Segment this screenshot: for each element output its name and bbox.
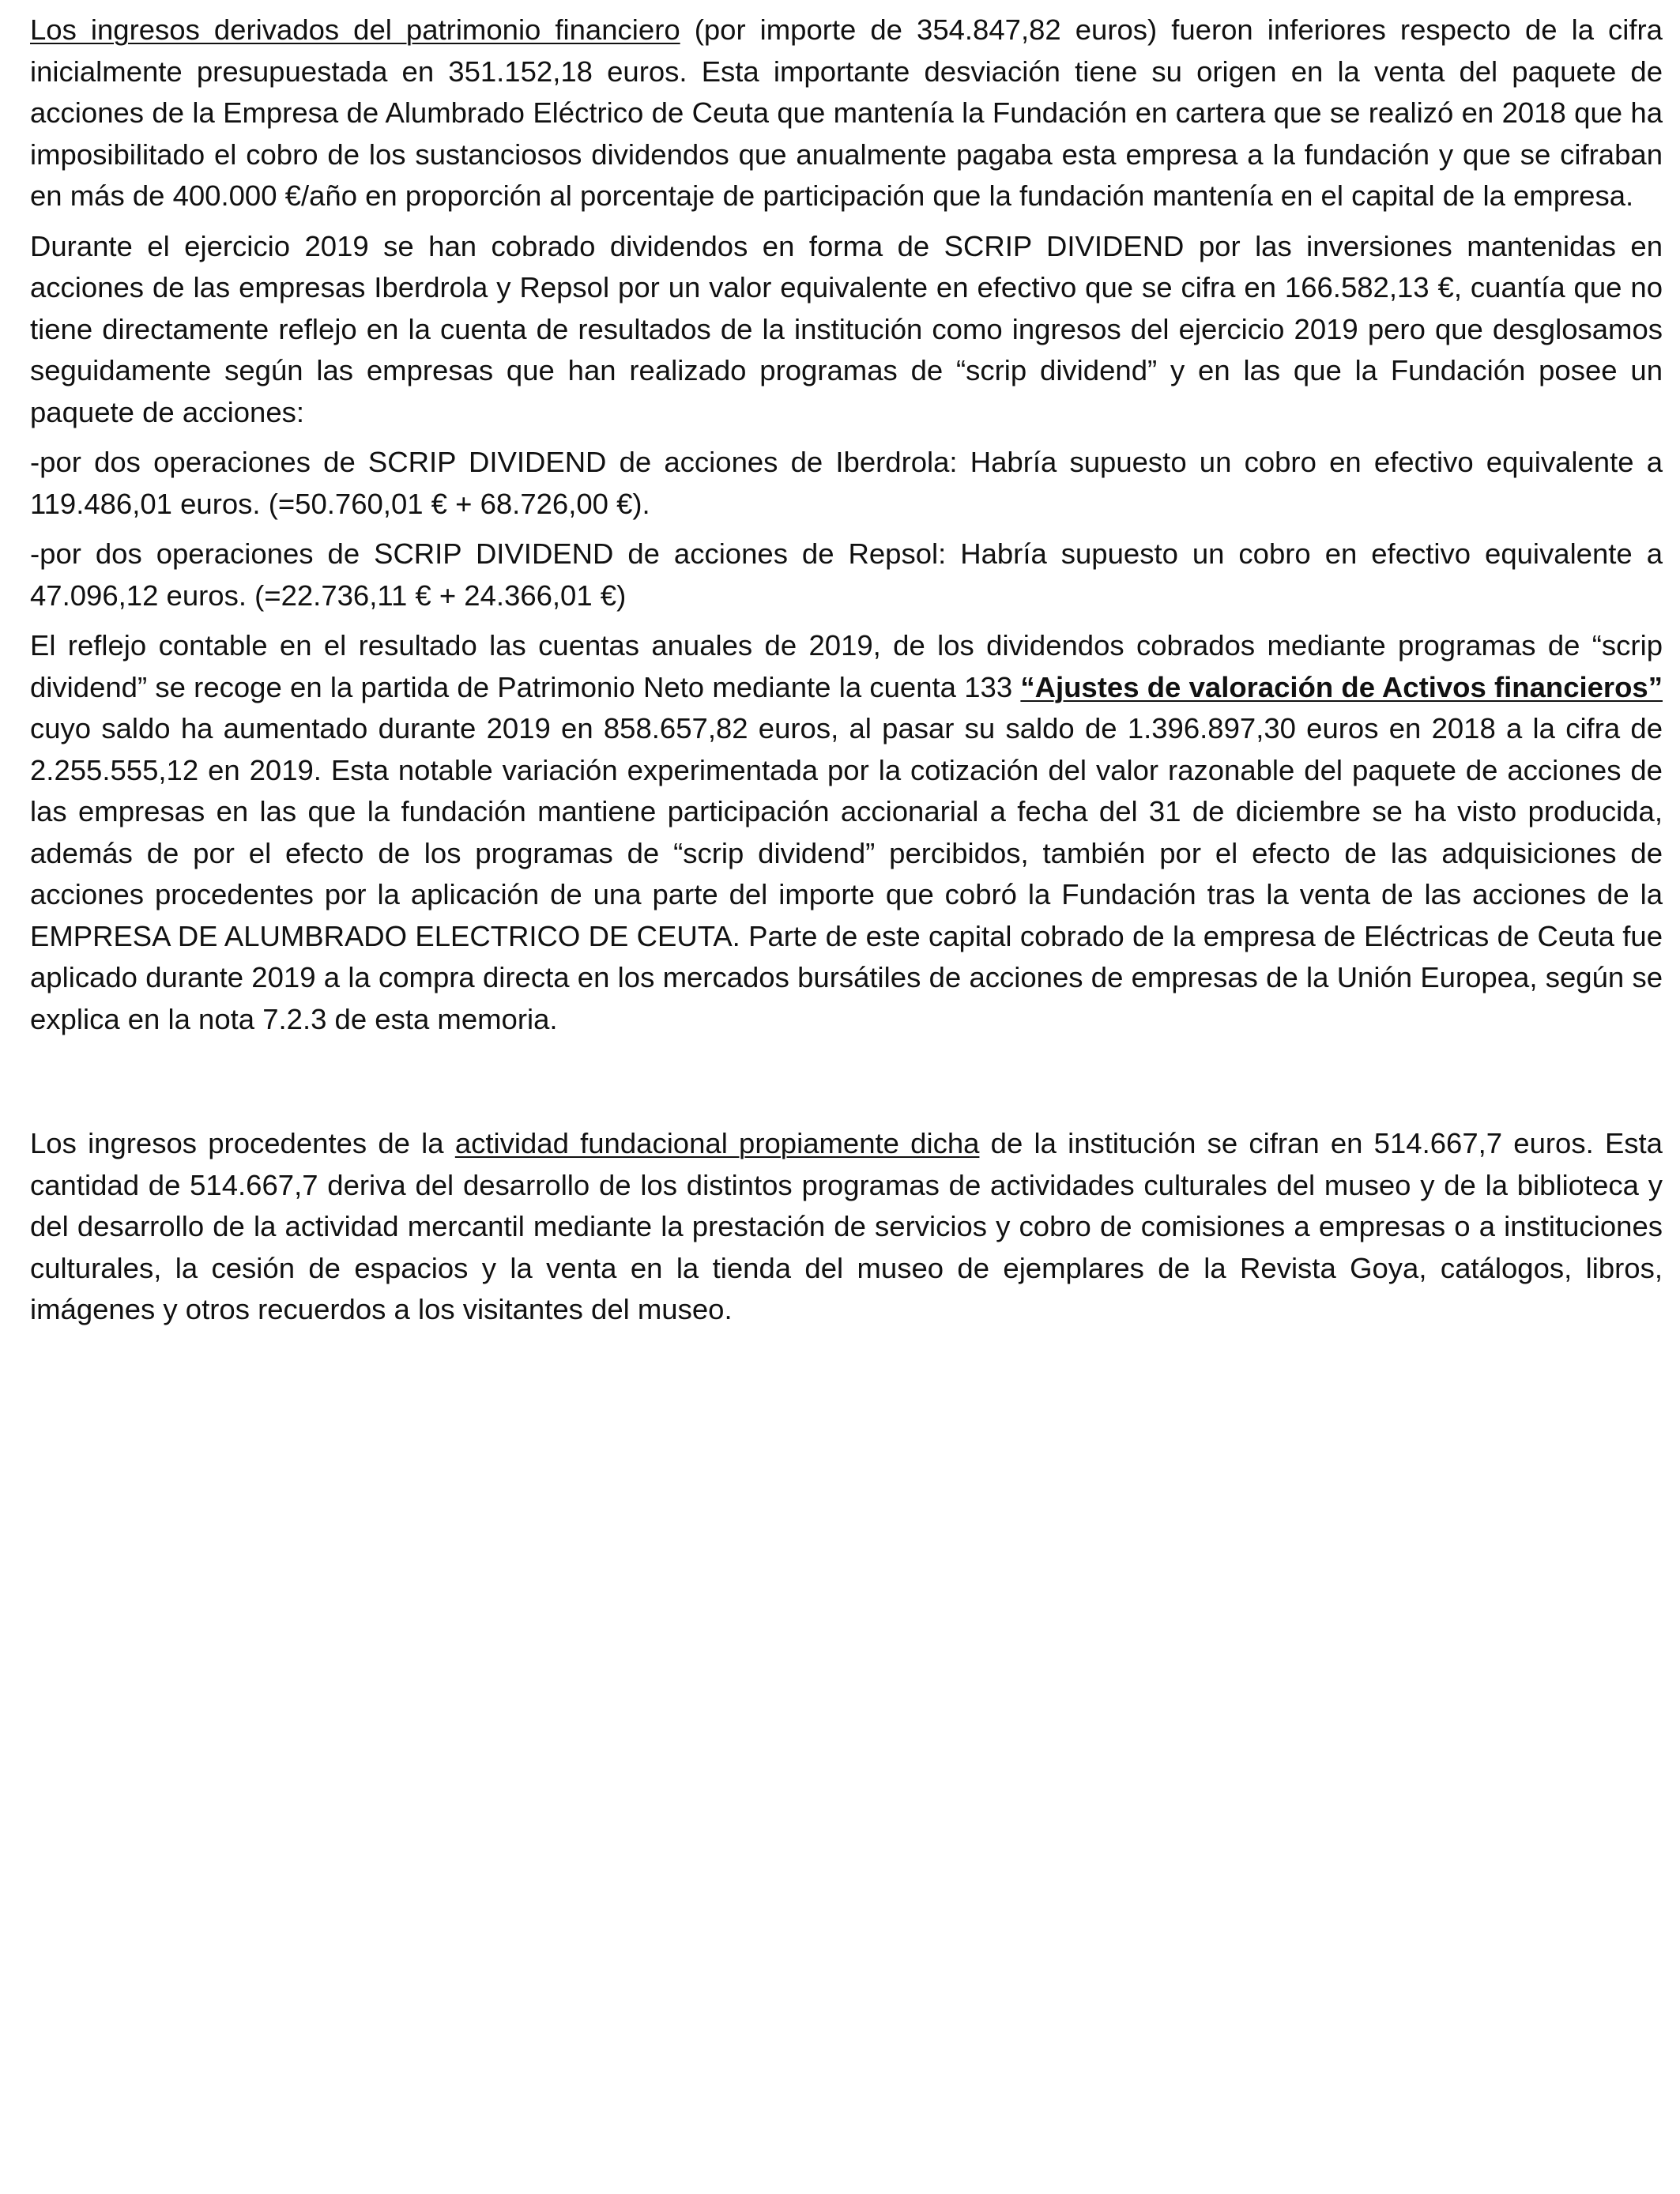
spacer — [30, 1049, 1663, 1123]
foundational-text-after: de la institución se cifran en 514.667,7 euros. Esta cantidad de 514.667,7 deriva del desarrollo de los distintos programas de actividades culturales del museo y de la biblioteca y del desarrollo de la actividad mercantil mediante la prestación de servicios y cobro de comisiones a empresas o a instituciones culturales, la cesión de espacios y la venta en la tienda del museo de ejemplares de la Revista Goya, catálogos, libros, imágenes y otros recuerdos a los visitantes del museo. — [30, 1127, 1663, 1325]
paragraph-repsol: -por dos operaciones de SCRIP DIVIDEND de acciones de Repsol: Habría supuesto un cobro en efectivo equivalente a 47.096,12 euros. (=22.736,11 € + 24.366,01 €) — [30, 537, 1663, 612]
paragraph-scrip-dividend: Durante el ejercicio 2019 se han cobrado dividendos en forma de SCRIP DIVIDEND por las inversiones mantenidas en acciones de las empresas Iberdrola y Repsol por un valor equivalente en efectivo que se cifra en 166.582,13 €, cuantía que no tiene directamente reflejo en la cuenta de resultados de la institución como ingresos del ejercicio 2019 pero que desglosamos seguidamente según las empresas que han realizado programas de “scrip dividend” y en las que la Fundación posee un paquete de acciones: — [30, 229, 1663, 428]
document-page — [30, 9, 1663, 1340]
paragraph-accounting — [30, 625, 1663, 1040]
paragraph-iberdrola: -por dos operaciones de SCRIP DIVIDEND de acciones de Iberdrola: Habría supuesto un cobro en efectivo equivalente a 119.486,01 euros. (=50.760,01 € + 68.726,00 €). — [30, 446, 1663, 520]
financial-income-heading: Los ingresos derivados del patrimonio financiero — [30, 13, 680, 46]
paragraph-financial-income — [30, 9, 1663, 217]
accounting-text-after: cuyo saldo ha aumentado durante 2019 en 858.657,82 euros, al pasar su saldo de 1.396.897,30 euros en 2018 a la cifra de 2.255.555,12 en 2019. Esta notable variación experimentada por la cotización del valor razonable del paquete de acciones de las empresas en las que la fundación mantiene participación accionarial a fecha del 31 de diciembre se ha visto producida, además de por el efecto de los programas de “scrip dividend” percibidos, también por el efecto de las adquisiciones de acciones procedentes por la aplicación de una parte del importe que cobró la Fundación tras la venta de las acciones de la EMPRESA DE ALUMBRADO ELECTRICO DE CEUTA. Parte de este capital cobrado de la empresa de Eléctricas de Ceuta fue aplicado durante 2019 a la compra directa en los mercados bursátiles de acciones de empresas de la Unión Europea, según se explica en la nota 7.2.3 de esta memoria. — [30, 712, 1663, 1035]
financial-income-text: (por importe de 354.847,82 euros) fueron inferiores respecto de la cifra inicialmente presupuestada en 351.152,18 euros. Esta importante desviación tiene su origen en la venta del paquete de acciones de la Empresa de Alumbrado Eléctrico de Ceuta que mantenía la Fundación en cartera que se realizó en 2018 que ha imposibilitado el cobro de los sustanciosos dividendos que anualmente pagaba esta empresa a la fundación y que se cifraban en más de 400.000 €/año en proporción al porcentaje de participación que la fundación mantenía en el capital de la empresa. — [30, 13, 1663, 212]
account-133-title: “Ajustes de valoración de Activos financieros” — [1020, 670, 1663, 703]
paragraph-foundational-activity — [30, 1123, 1663, 1331]
foundational-text-before: Los ingresos procedentes de la — [30, 1127, 455, 1159]
accounting-text-before: El reflejo contable en el resultado las cuentas anuales de 2019, de los dividendos cobrados mediante programas de “scrip dividend” se recoge en la partida de Patrimonio Neto mediante la cuenta 133 — [30, 629, 1663, 703]
foundational-activity-heading: actividad fundacional propiamente dicha — [454, 1127, 980, 1159]
